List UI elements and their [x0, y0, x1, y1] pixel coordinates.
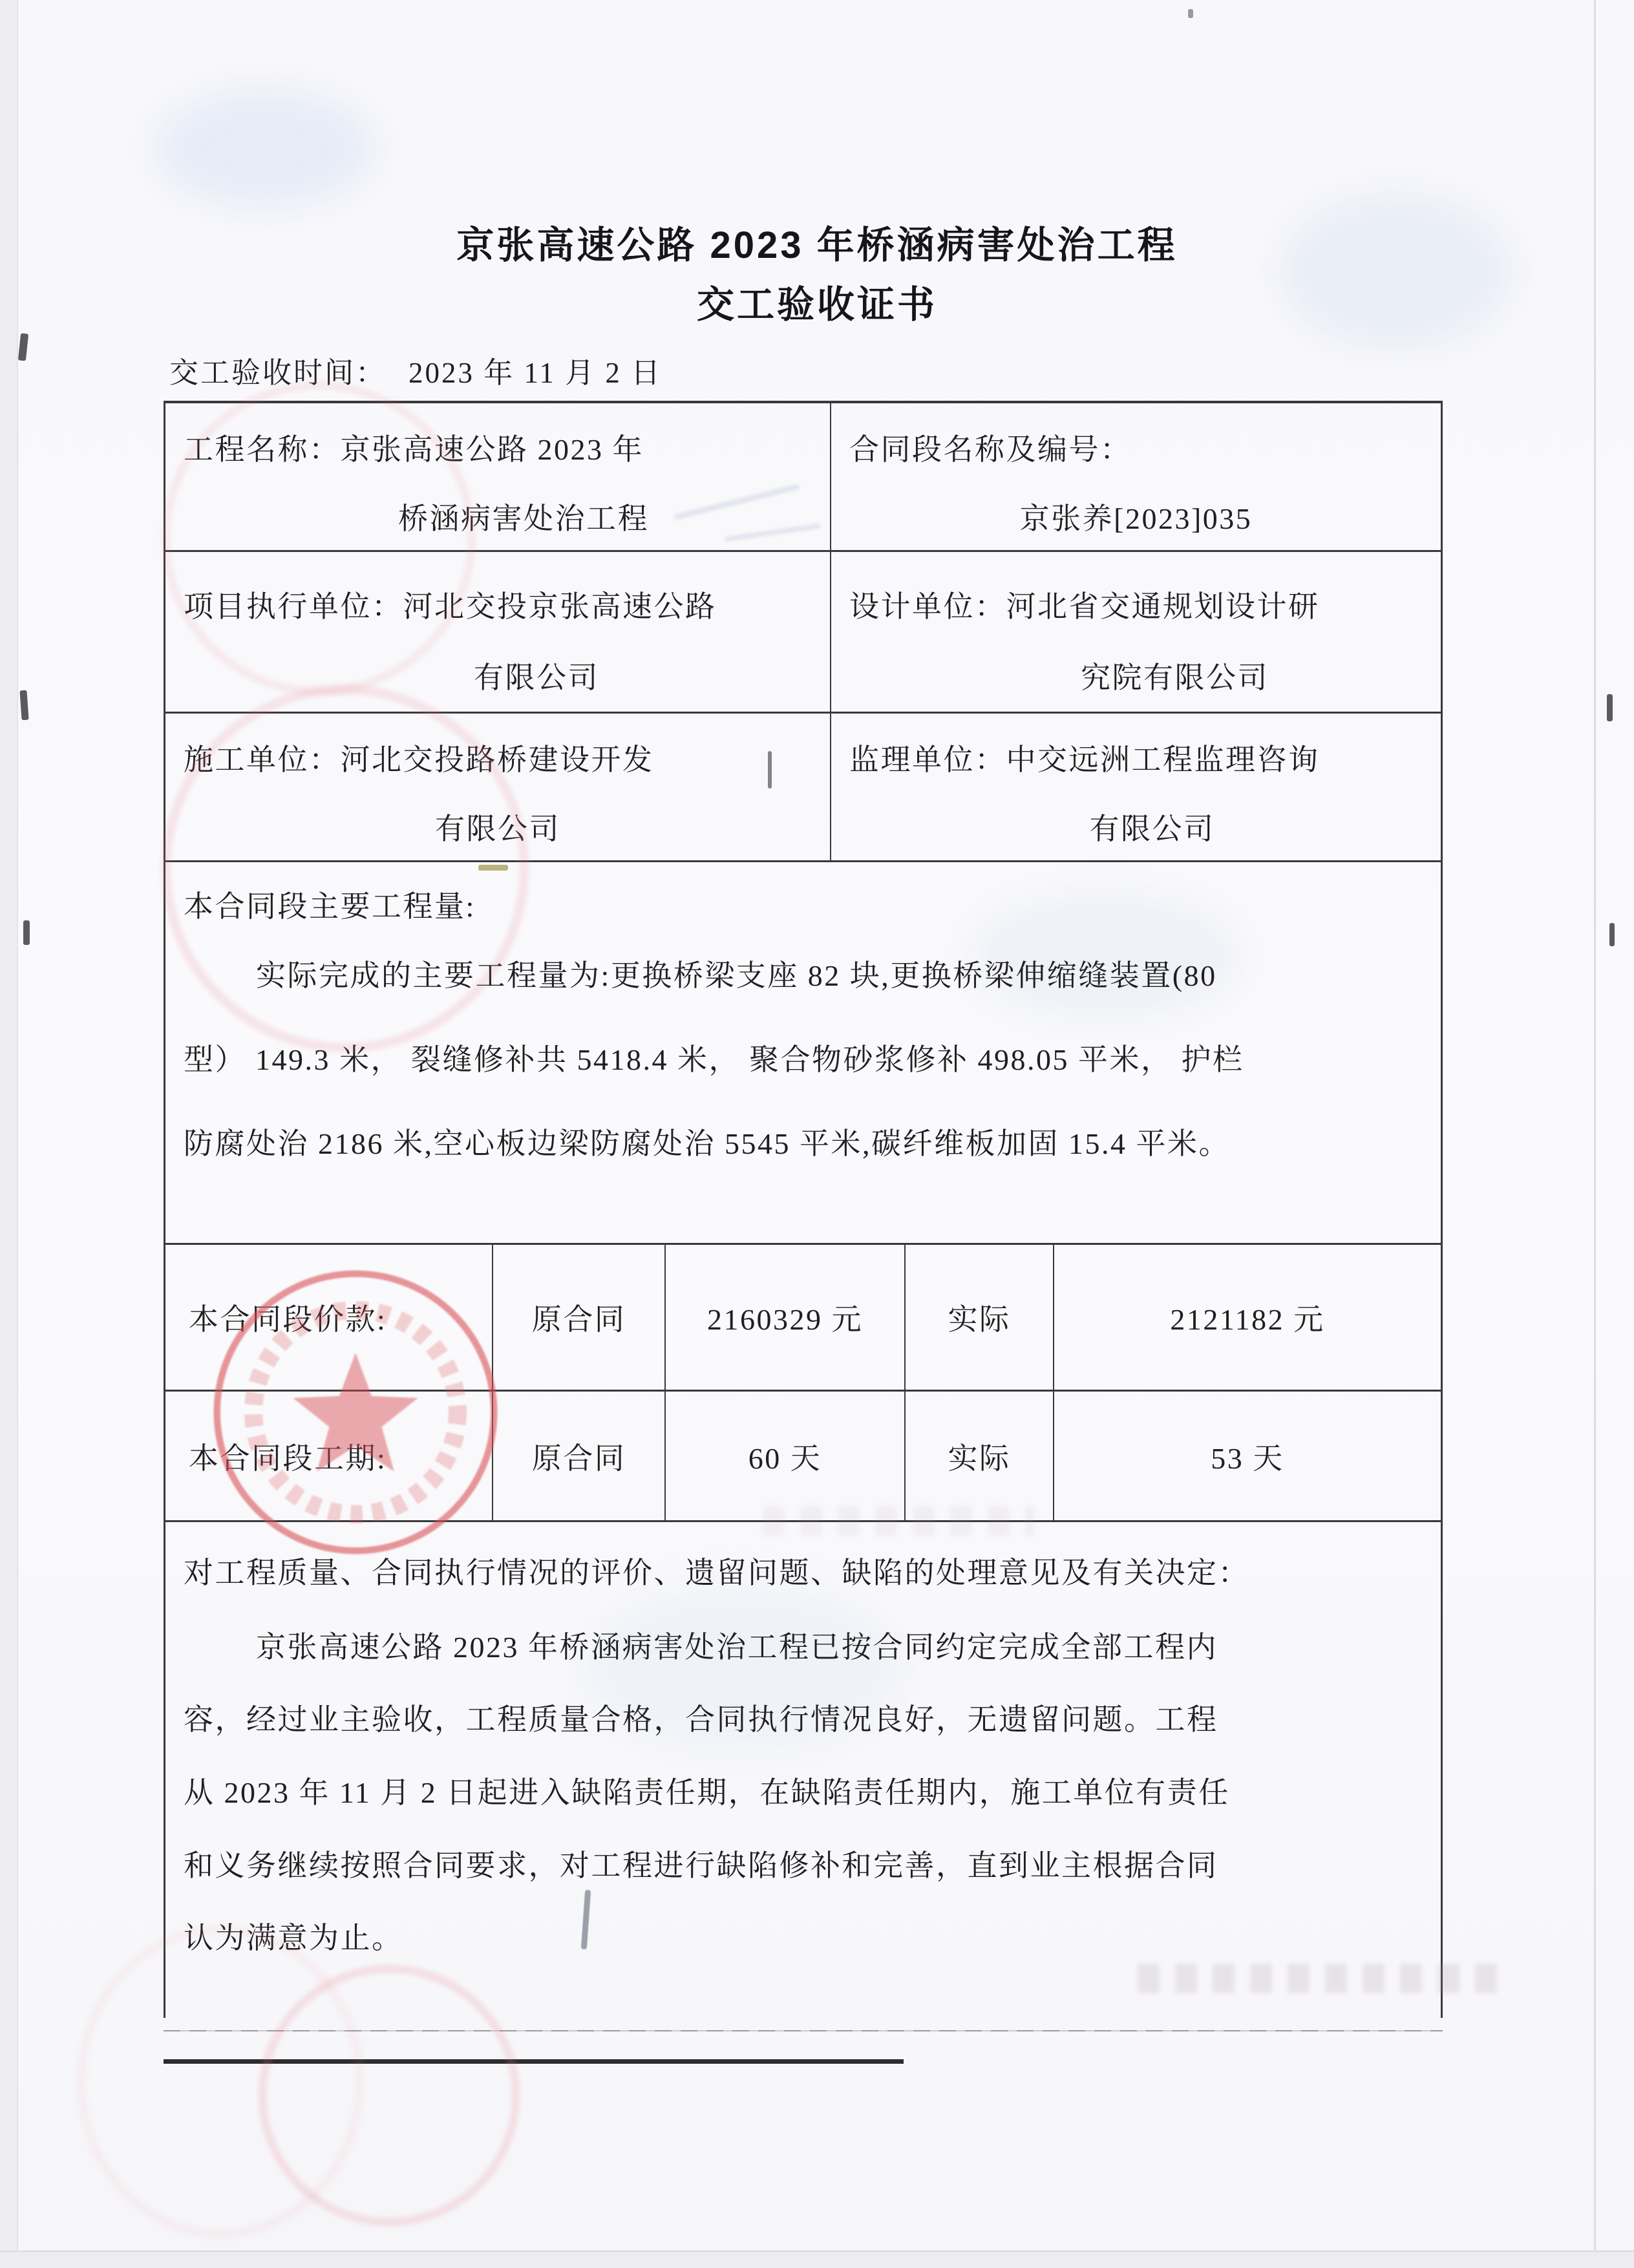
table-row-executor-designer — [165, 550, 1441, 712]
contract-section-line1: 合同段名称及编号： — [849, 433, 1132, 466]
executor-line2: 有限公司 — [474, 661, 599, 694]
evaluation-line: 从 2023 年 11 月 2 日起进入缺陷责任期，在缺陷责任期内，施工单位有责任 — [184, 1776, 1230, 1809]
quantities-line: 型） 149.3 米， 裂缝修补共 5418.4 米， 聚合物砂浆修补 498.05 平米， 护栏 — [184, 1043, 1244, 1076]
evaluation-heading: 对工程质量、合同执行情况的评价、遗留问题、缺陷的处理意见及有关决定： — [184, 1556, 1249, 1589]
evaluation-line: 容，经过业主验收，工程质量合格，合同执行情况良好，无遗留问题。工程 — [184, 1703, 1218, 1736]
document-title-line1: 京张高速公路 2023 年桥涵病害处治工程 — [456, 224, 1178, 266]
evaluation-line: 认为满意为止。 — [184, 1922, 403, 1955]
table-bottom-border — [164, 2030, 1443, 2031]
duration-actual-value-cell — [1053, 1392, 1441, 1520]
builder-line1: 施工单位：河北交投路桥建设开发 — [184, 743, 654, 776]
duration-original-label-cell — [492, 1392, 664, 1520]
quantities-heading: 本合同段主要工程量: — [184, 890, 476, 923]
designer-line1: 设计单位：河北省交通规划设计研 — [849, 590, 1320, 623]
acceptance-time-value: 2023 年 11 月 2 日 — [408, 357, 663, 389]
table-row-price — [165, 1243, 1441, 1390]
page-left-edge — [0, 0, 18, 2267]
acceptance-time-label: 交工验收时间： — [169, 357, 387, 389]
table-row-duration — [165, 1390, 1441, 1520]
scan-heavy-line — [164, 2059, 904, 2064]
price-original-label: 原合同 — [531, 1303, 626, 1336]
quantities-line: 防腐处治 2186 米,空心板边梁防腐处治 5545 平米,碳纤维板加固 15.4 平米。 — [184, 1127, 1230, 1160]
bleedthrough-text — [763, 1506, 1034, 1536]
duration-actual-label-cell — [904, 1392, 1053, 1520]
evaluation-line: 京张高速公路 2023 年桥涵病害处治工程已按合同约定完成全部工程内 — [256, 1631, 1218, 1664]
project-name-cell — [165, 403, 830, 550]
page-right-edge — [1594, 0, 1596, 2267]
duration-label-cell — [165, 1392, 492, 1520]
duration-original-label: 原合同 — [531, 1441, 626, 1475]
duration-actual-label: 实际 — [948, 1441, 1011, 1475]
supervisor-cell — [830, 714, 1441, 860]
designer-cell — [830, 552, 1441, 712]
duration-original-value-cell — [664, 1392, 904, 1520]
designer-line2: 究院有限公司 — [1081, 661, 1269, 694]
price-original-value: 2160329 元 — [707, 1303, 863, 1336]
builder-cell — [165, 714, 830, 860]
price-actual-value: 2121182 元 — [1170, 1303, 1325, 1336]
margin-mark — [19, 690, 28, 721]
contract-section-cell — [830, 403, 1441, 550]
page-bottom-edge — [0, 2251, 1634, 2268]
document-title-line2: 交工验收证书 — [696, 284, 937, 326]
evaluation-cell — [165, 1522, 1441, 2018]
duration-label: 本合同段工期: — [189, 1441, 387, 1475]
executor-line1: 项目执行单位：河北交投京张高速公路 — [184, 590, 717, 623]
price-actual-label-cell — [904, 1245, 1053, 1390]
executor-cell — [165, 552, 830, 712]
margin-mark — [1188, 9, 1193, 18]
price-label-cell — [165, 1245, 492, 1390]
price-actual-value-cell — [1053, 1245, 1441, 1390]
bleedthrough-text — [1138, 1964, 1506, 1993]
scan-smudge — [155, 90, 375, 207]
table-row-evaluation — [165, 1520, 1441, 2018]
price-label: 本合同段价款: — [189, 1303, 387, 1336]
evaluation-line: 和义务继续按照合同要求，对工程进行缺陷修补和完善，直到业主根据合同 — [184, 1849, 1218, 1882]
margin-mark — [18, 333, 28, 361]
margin-mark — [23, 920, 30, 945]
builder-line2: 有限公司 — [435, 812, 560, 845]
price-actual-label: 实际 — [948, 1303, 1011, 1336]
table-row-builder-supervisor — [165, 712, 1441, 860]
duration-actual-value: 53 天 — [1211, 1441, 1284, 1475]
margin-mark — [1609, 923, 1615, 946]
quantities-cell — [165, 862, 1441, 1243]
margin-mark — [1607, 694, 1613, 721]
project-name-line2: 桥涵病害处治工程 — [398, 502, 649, 535]
project-name-line1: 工程名称：京张高速公路 2023 年 — [184, 433, 644, 466]
price-original-value-cell — [664, 1245, 904, 1390]
supervisor-line1: 监理单位：中交远洲工程监理咨询 — [849, 743, 1320, 776]
quantities-line: 实际完成的主要工程量为:更换桥梁支座 82 块,更换桥梁伸缩缝装置(80 — [256, 959, 1217, 992]
table-row-quantities — [165, 860, 1441, 1243]
acceptance-time-line — [169, 349, 662, 391]
duration-original-value: 60 天 — [748, 1441, 822, 1475]
price-original-label-cell — [492, 1245, 664, 1390]
acceptance-table — [164, 401, 1443, 2018]
supervisor-line2: 有限公司 — [1089, 812, 1215, 845]
contract-section-line2: 京张养[2023]035 — [1019, 502, 1253, 535]
